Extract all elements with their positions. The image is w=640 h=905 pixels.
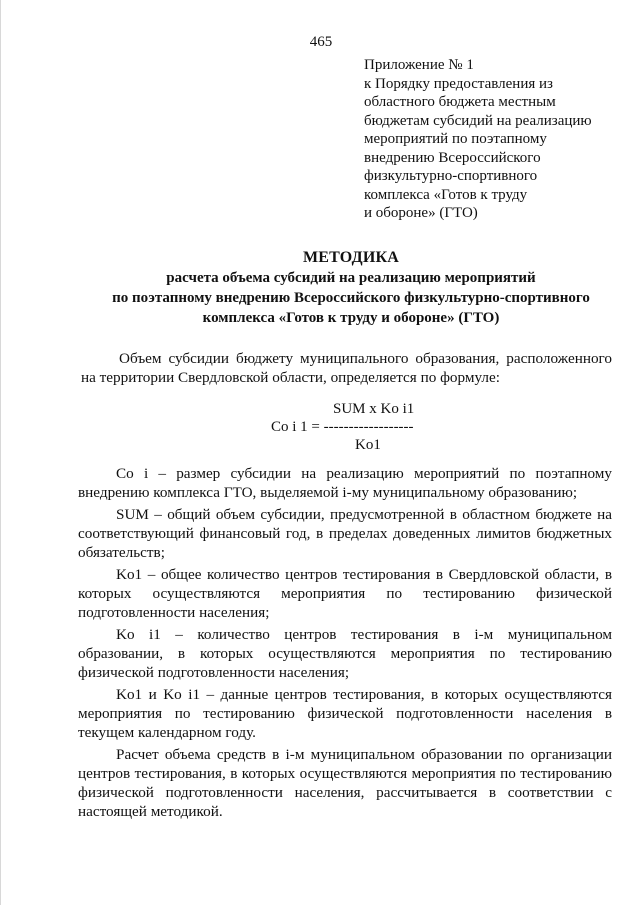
page-number: 465 — [309, 34, 333, 50]
title-line: по поэтапному внедрению Всероссийского физкультурно-спортивного — [112, 290, 590, 306]
formula-lhs: Co i 1 = ------------------ — [271, 419, 414, 435]
appendix-line: внедрению Всероссийского — [364, 149, 541, 166]
title-line: расчета объема субсидий на реализацию мероприятий — [166, 270, 536, 286]
formula-denominator: Ko1 — [355, 437, 381, 453]
appendix-line: физкультурно-спортивного — [364, 168, 538, 184]
appendix-line: Приложение № 1 — [364, 57, 474, 73]
appendix-header — [364, 56, 614, 223]
definition-paragraph: Ko i1 – количество центров тестирования в i-м муниципальном образовании, в которых осуществляются мероприятия по тестированию физической подготовленности населения; — [78, 626, 612, 681]
appendix-line: комплекса «Готов к труду — [364, 186, 528, 203]
definitions — [78, 464, 612, 824]
appendix-line: к Порядку предоставления из — [364, 75, 553, 92]
title-main: МЕТОДИКА — [302, 249, 400, 266]
document-title — [61, 248, 640, 328]
title-line: комплекса «Готов к труду и обороне» (ГТО) — [202, 310, 500, 326]
appendix-line: областного бюджета местным — [364, 94, 556, 110]
definition-paragraph: Расчет объема средств в i-м муниципальном образовании по организации центров тестирования, в которых осуществляются мероприятия по тестированию физической подготовленности населения, рассчитывается в соответствии с настоящей методикой. — [78, 746, 612, 820]
definition-paragraph: Ko1 и Ko i1 – данные центров тестирования, в которых осуществляются мероприятия по тестированию физической подготовленности населения в текущем календарном году. — [78, 686, 612, 741]
appendix-line: и обороне» (ГТО) — [364, 205, 478, 221]
definition-paragraph: Co i – размер субсидии на реализацию мероприятий по поэтапному внедрению комплекса ГТО, выделяемой i-му муниципальному образованию; — [78, 465, 612, 501]
definition-paragraph: Ko1 – общее количество центров тестирования в Свердловской области, в которых осуществляются мероприятия по тестированию физической подготовленности населения; — [78, 566, 612, 621]
definition-paragraph: SUM – общий объем субсидии, предусмотренной в областном бюджете на соответствующий финансовый год, в пределах доведенных лимитов бюджетных обязательств; — [78, 506, 612, 561]
appendix-line: бюджетам субсидий на реализацию — [364, 112, 592, 129]
intro-paragraph — [81, 349, 612, 387]
intro-text: Объем субсидии бюджету муниципального образования, расположенного на территории Свердловской области, определяется по формуле: — [81, 350, 612, 386]
formula-numerator: SUM x Ko i1 — [333, 401, 415, 417]
appendix-line: мероприятий по поэтапному — [364, 131, 547, 147]
